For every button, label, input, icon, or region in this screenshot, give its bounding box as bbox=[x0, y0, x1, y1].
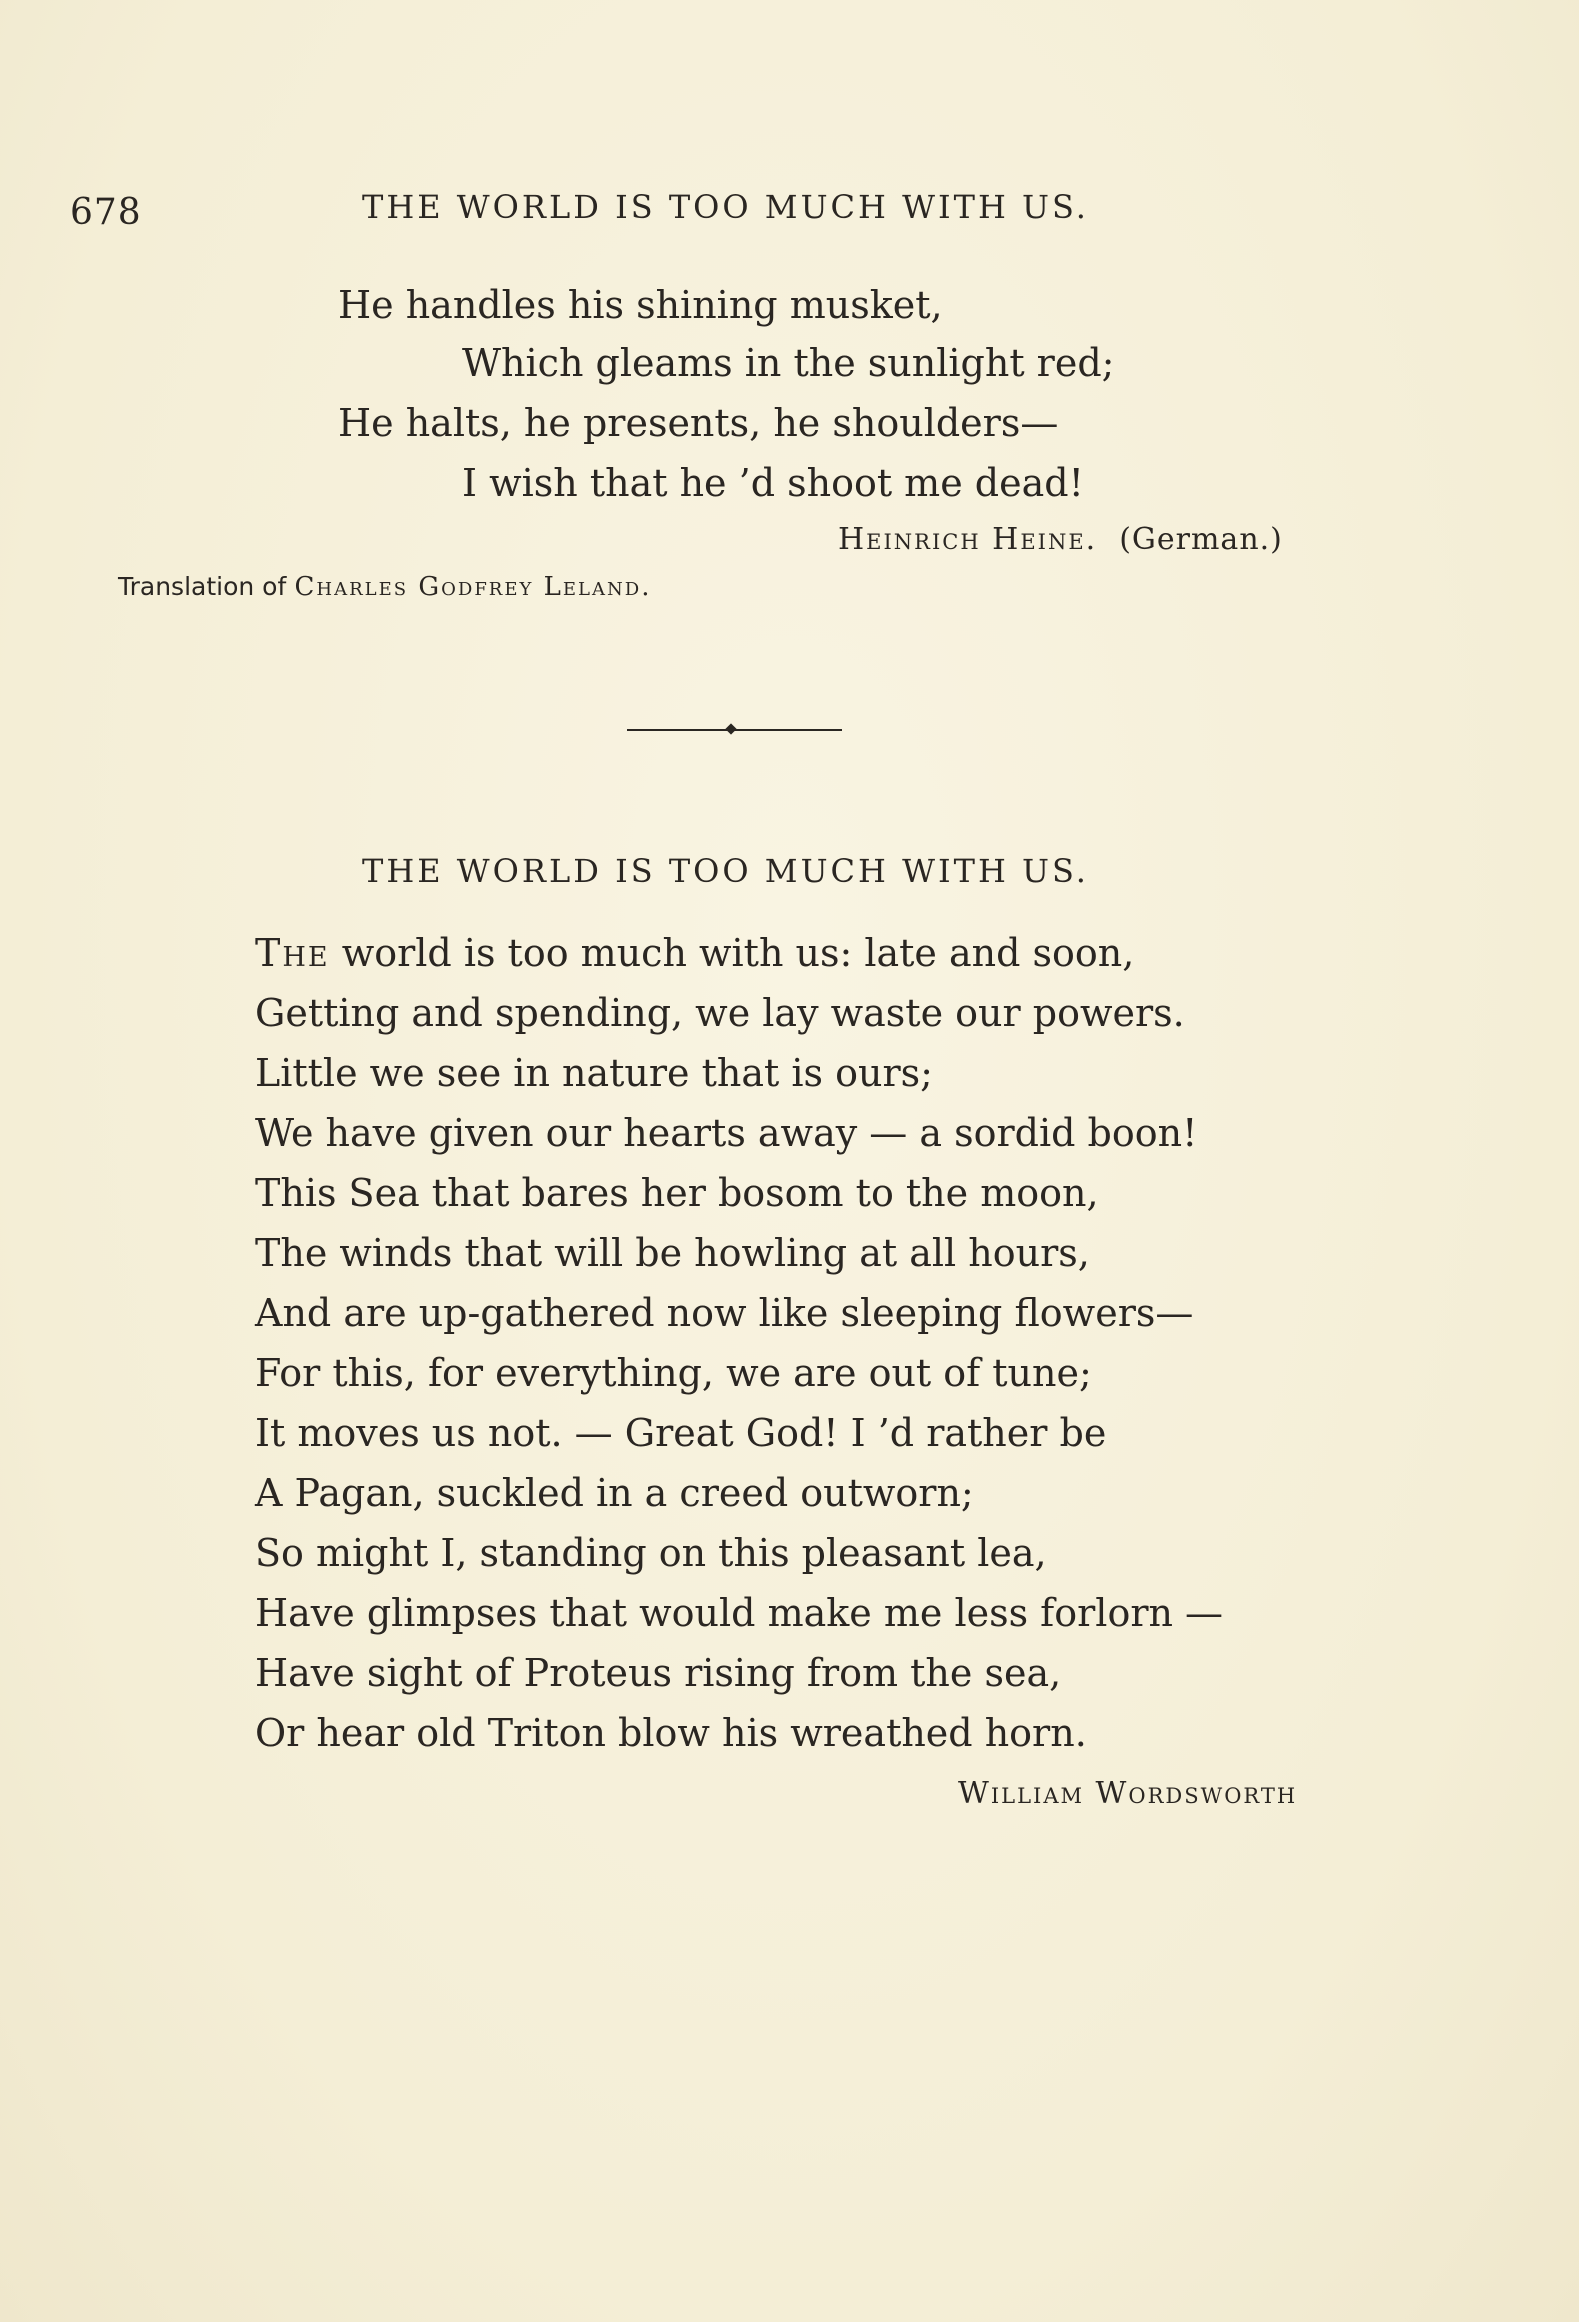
translation-credit bbox=[118, 572, 651, 602]
verse-line: Have glimpses that would make me less forlorn — bbox=[255, 1591, 1224, 1635]
poem-title: THE WORLD IS TOO MUCH WITH US. bbox=[362, 852, 1089, 890]
verse-line: Getting and spending, we lay waste our powers. bbox=[255, 991, 1185, 1035]
verse-line: So might I, standing on this pleasant lea, bbox=[255, 1531, 1047, 1575]
section-divider bbox=[627, 723, 842, 737]
verse-line: Have sight of Proteus rising from the sea, bbox=[255, 1651, 1062, 1695]
divider-ornament bbox=[725, 723, 736, 734]
verse-line: Which gleams in the sunlight red; bbox=[462, 341, 1115, 385]
translator-name: Charles Godfrey Leland. bbox=[294, 572, 652, 602]
verse-line: The winds that will be howling at all hours, bbox=[255, 1231, 1090, 1275]
verse-line: He handles his shining musket, bbox=[338, 283, 943, 327]
first-word: The bbox=[255, 931, 330, 975]
verse-line: We have given our hearts away — a sordid boon! bbox=[255, 1111, 1198, 1155]
verse-line: Little we see in nature that is ours; bbox=[255, 1051, 933, 1095]
verse-line: Or hear old Triton blow his wreathed horn. bbox=[255, 1711, 1087, 1755]
heine-attribution bbox=[838, 522, 1283, 557]
page-header bbox=[0, 178, 1579, 233]
author-name: Heinrich Heine. bbox=[838, 522, 1098, 557]
verse-line: It moves us not. — Great God! I ’d rather be bbox=[255, 1411, 1107, 1455]
verse-line: This Sea that bares her bosom to the moon, bbox=[255, 1171, 1099, 1215]
verse-line: He halts, he presents, he shoulders— bbox=[338, 401, 1059, 445]
page-number: 678 bbox=[70, 192, 142, 233]
language-note: (German.) bbox=[1119, 522, 1283, 557]
translation-prefix: Translation of bbox=[118, 572, 287, 601]
verse-line: For this, for everything, we are out of tune; bbox=[255, 1351, 1092, 1395]
verse-line: The world is too much with us: late and soon, bbox=[255, 931, 1135, 975]
verse-line: I wish that he ’d shoot me dead! bbox=[462, 461, 1084, 505]
verse-line: And are up-gathered now like sleeping flowers— bbox=[255, 1291, 1194, 1335]
running-head: THE WORLD IS TOO MUCH WITH US. bbox=[362, 188, 1089, 226]
wordsworth-attribution: William Wordsworth bbox=[958, 1776, 1298, 1811]
verse-line: A Pagan, suckled in a creed outworn; bbox=[255, 1471, 974, 1515]
